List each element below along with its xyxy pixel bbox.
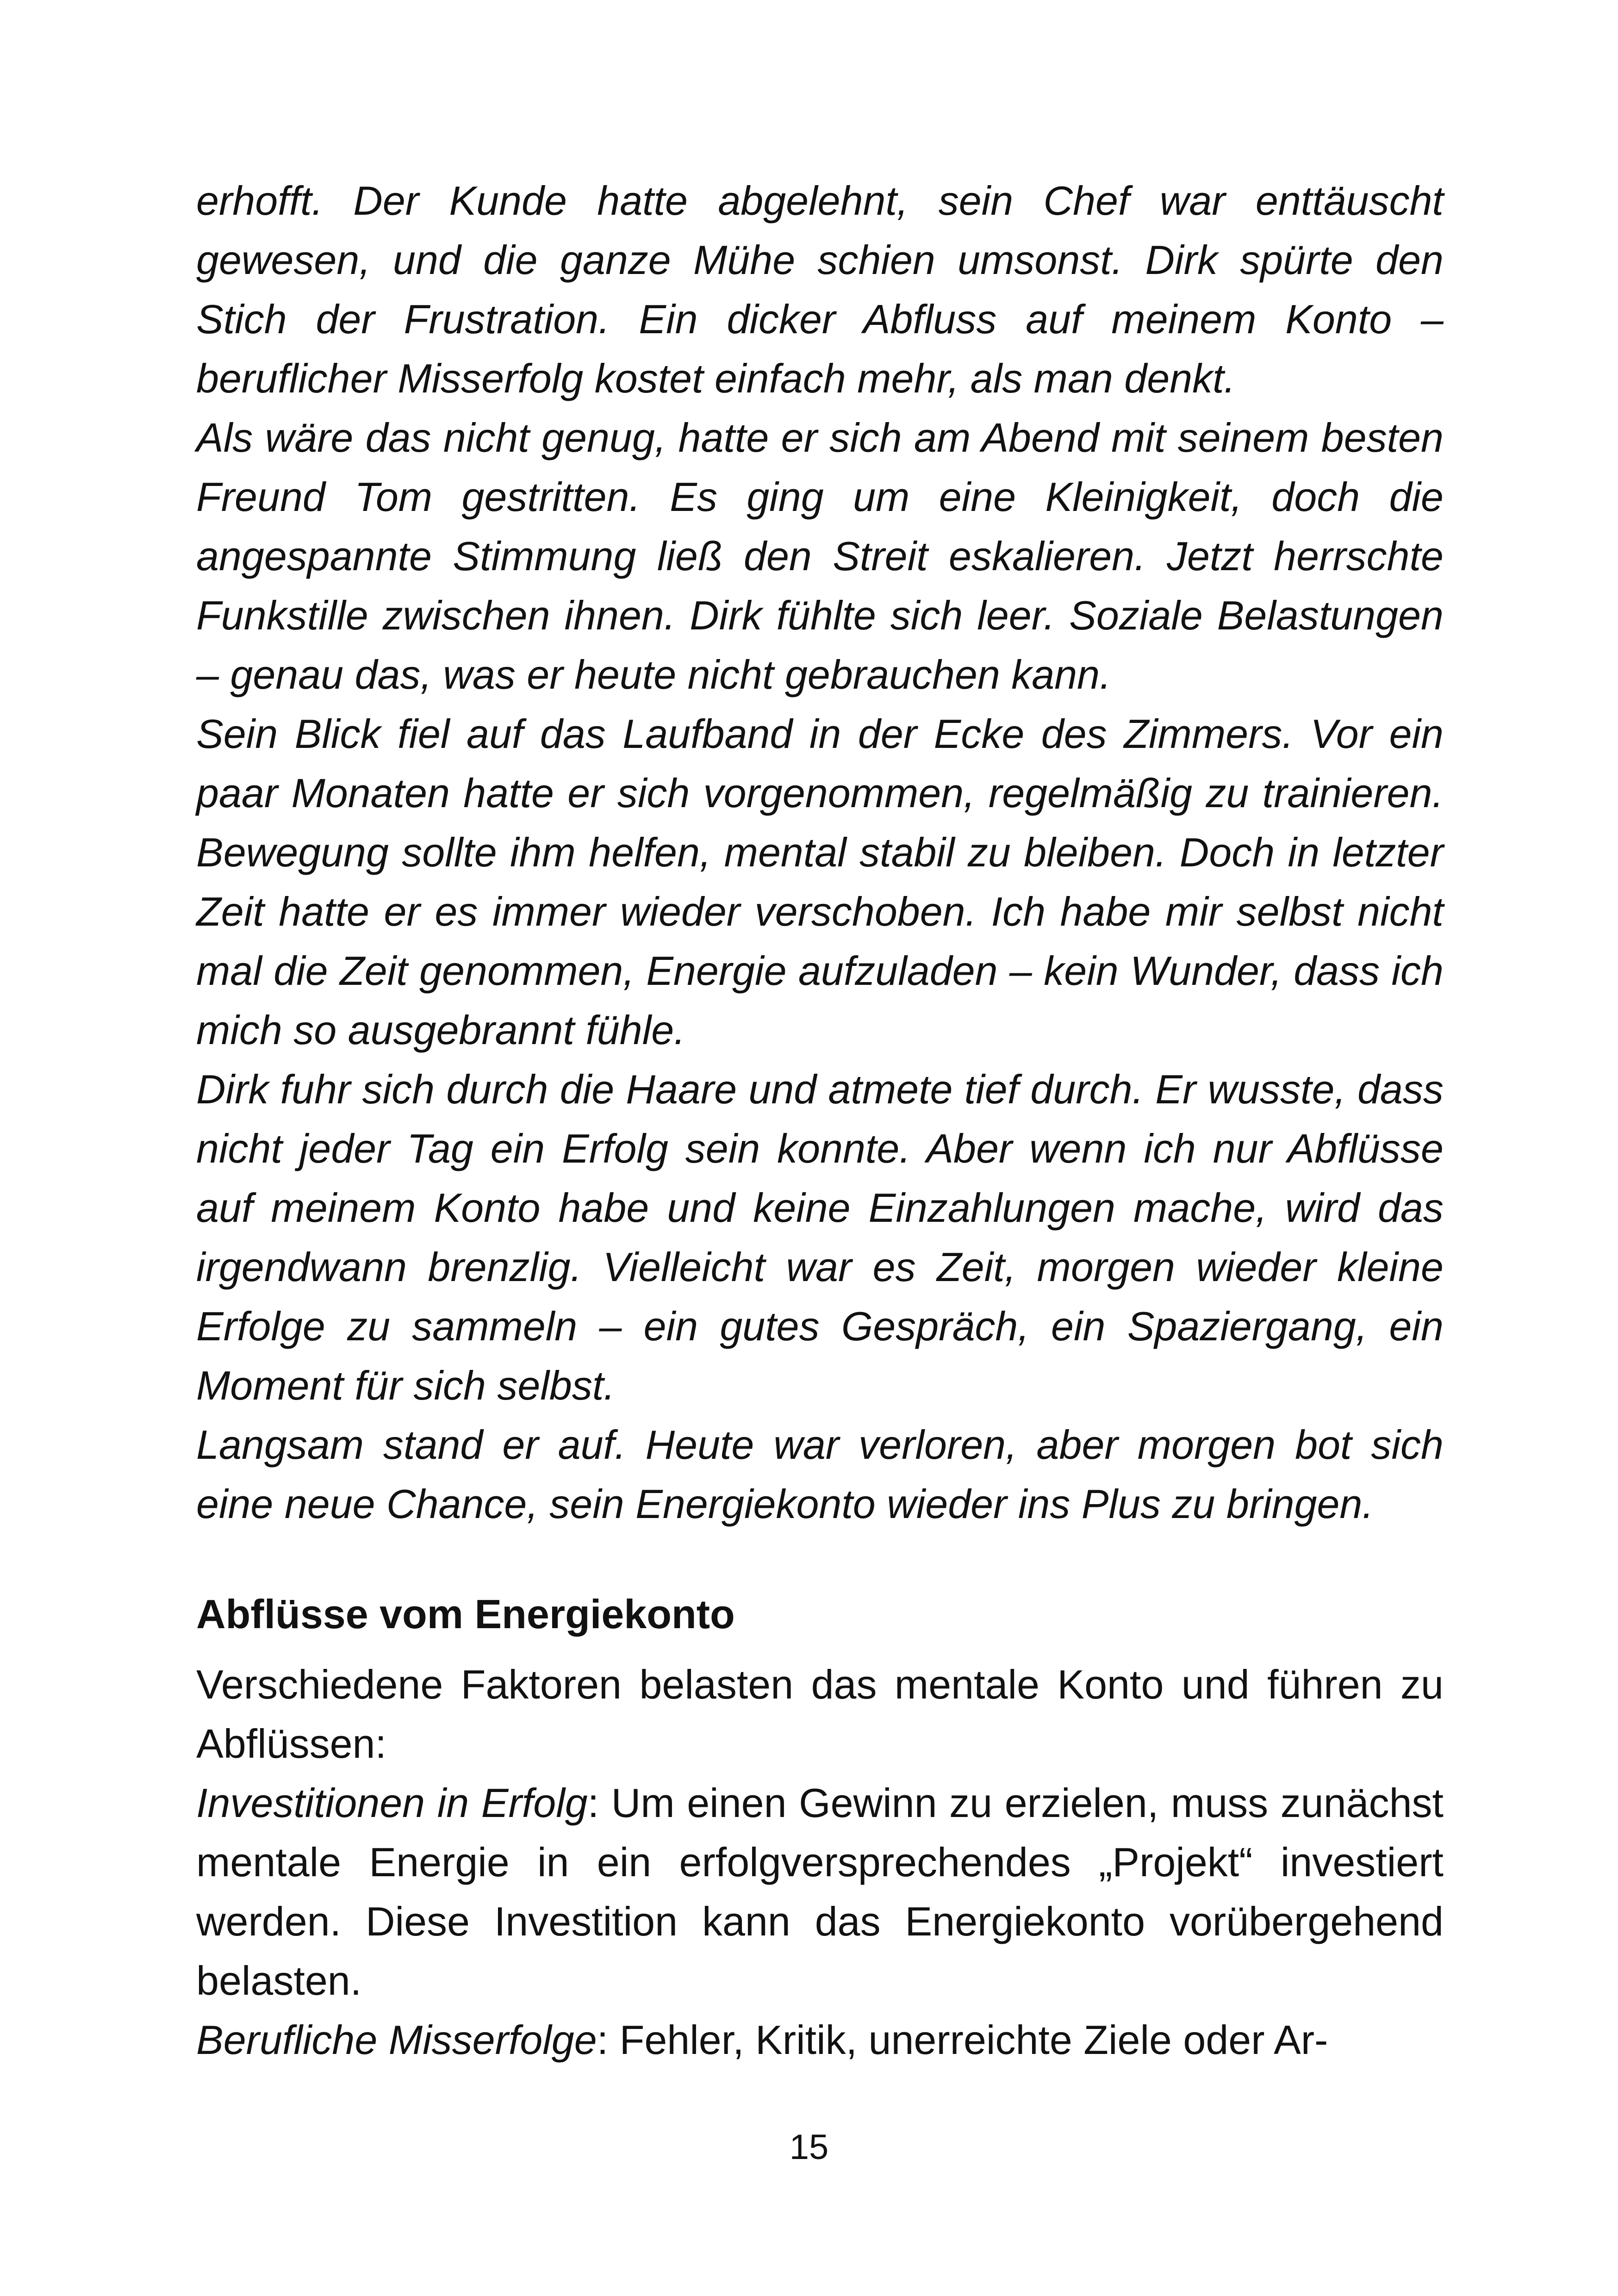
story-paragraph-2: Als wäre das nicht genug, hatte er sich am Abend mit seinem besten Freund Tom gestritten. Es ging um eine Kleinigkeit, doch die angespannte Stimmung ließ den Streit eskalieren. Jetzt herrschte Funkstille zwischen ihnen. Dirk fühlte sich leer. Soziale Belastungen – genau das, was er heute nicht gebrauchen kann. [196, 415, 1444, 697]
story-paragraph-4: Dirk fuhr sich durch die Haare und atmete tief durch. Er wusste, dass nicht jeder Tag ein Erfolg sein konnte. Aber wenn ich nur Abflüsse auf meinem Konto habe und keine Einzahlungen mache, wird das irgendwann brenzlig. Vielleicht war es Zeit, morgen wieder kleine Erfolge zu sammeln – ein gutes Gespräch, ein Spaziergang, ein Moment für sich selbst. [196, 1066, 1444, 1408]
list-item-text: : Fehler, Kritik, unerreichte Ziele oder Ar- [597, 2017, 1328, 2063]
story-paragraph-3: Sein Blick fiel auf das Laufband in der Ecke des Zimmers. Vor ein paar Monaten hatte er sich vorgenommen, regelmäßig zu trainieren. Bewegung sollte ihm helfen, mental stabil zu bleiben. Doch in letzter Zeit hatte er es immer wieder verschoben. Ich habe mir selbst nicht mal die Zeit genommen, Energie aufzuladen – kein Wunder, dass ich mich so ausgebrannt fühle. [196, 711, 1444, 1053]
list-item-term: Berufliche Misserfolge [196, 2017, 597, 2063]
section-heading: Abflüsse vom Energiekonto [196, 1591, 735, 1637]
story-paragraph-1: erhofft. Der Kunde hatte abgelehnt, sein Chef war enttäuscht gewesen, und die ganze Mühe schien umsonst. Dirk spürte den Stich der Frustration. Ein dicker Abfluss auf meinem Konto – beruflicher Misserfolg kostet einfach mehr, als man denkt. [196, 178, 1444, 401]
story-paragraph-5: Langsam stand er auf. Heute war verloren, aber morgen bot sich eine neue Chance, sein Energiekonto wieder ins Plus zu bringen. [196, 1422, 1444, 1527]
list-item-investitionen [196, 1773, 1444, 2010]
page-content [196, 171, 1444, 2070]
list-item-term: Investitionen in Erfolg [196, 1780, 588, 1826]
list-item-text: : Um einen Gewinn zu erzielen, muss zunächst mentale Energie in ein erfolgversprechendes „Projekt“ investiert werden. Diese Investition kann das Energiekonto vorübergehend belasten. [196, 1780, 1444, 2004]
section-intro: Verschiedene Faktoren belasten das mentale Konto und führen zu Abflüssen: [196, 1661, 1444, 1767]
page-number: 15 [789, 2128, 829, 2167]
list-item-misserfolge [196, 2010, 1444, 2070]
